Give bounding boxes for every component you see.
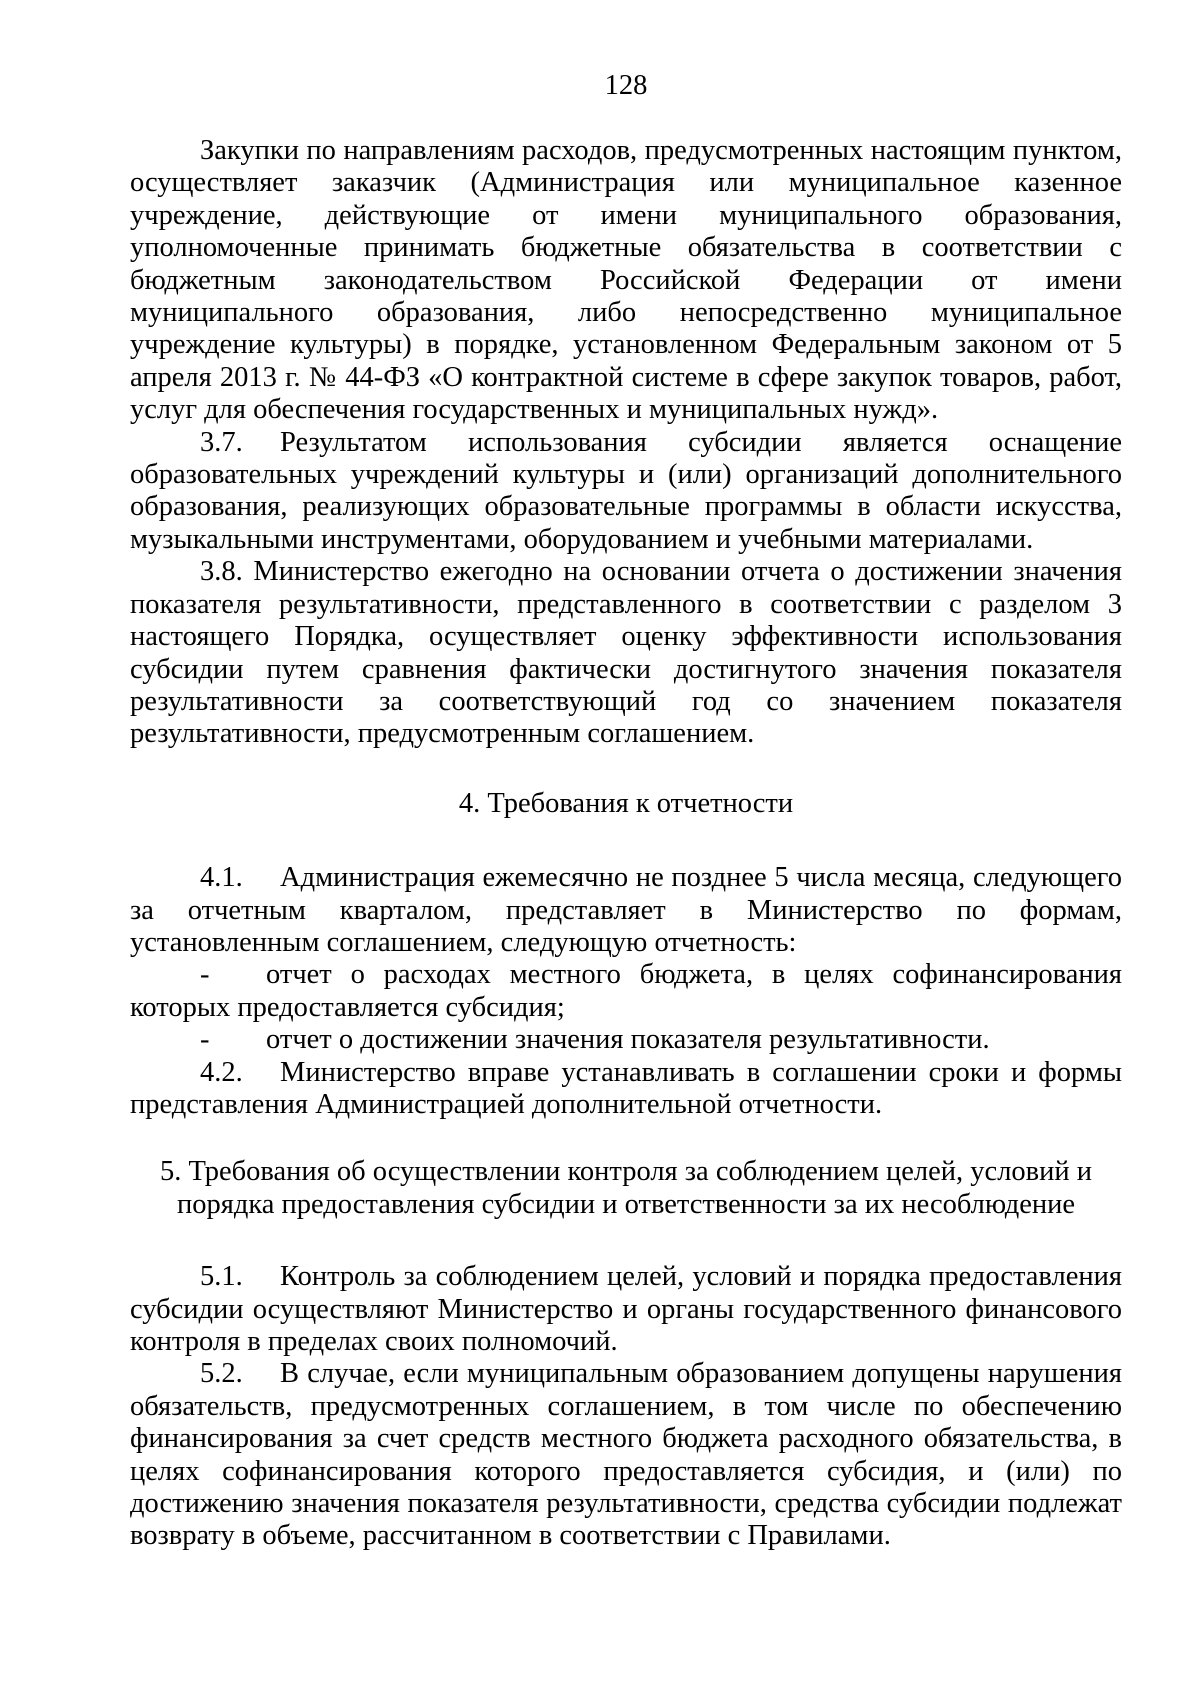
paragraph-text: Администрация ежемесячно не позднее 5 числа месяца, следующего за отчетным кварталом, представляет в Министерство по формам, установленным соглашением, следующую отчетность: [130,862,1122,958]
section-heading-line: порядка предоставления субсидии и ответственности за их несоблюдение [176,1188,1076,1220]
paragraph-3-8: 3.8. Министерство ежегодно на основании отчета о достижении значения показателя результативности, представленного в соответствии с разделом 3 настоящего Порядка, осуществляет оценку эффективности использования субсидии путем сравнения фактически достигнутого значения показателя результативности за соответствующий год со значением показателя результативности, предусмотренным соглашением. [130,556,1122,750]
paragraph-5-1 [130,1261,1122,1358]
section-heading-4: 4. Требования к отчетности [458,787,794,819]
paragraph-procurement: Закупки по направлениям расходов, предусмотренных настоящим пунктом, осуществляет заказчик (Администрация или муниципальное казенное учреждение, действующие от имени муниципального образования, уполномоченные принимать бюджетные обязательства в соответствии с бюджетным законодательством Российской Федерации от имени муниципального образования, либо непосредственно муниципальное учреждение культуры) в порядке, установленном Федеральным законом от 5 апреля 2013 г. № 44-ФЗ «О контрактной системе в сфере закупок товаров, работ, услуг для обеспечения государственных и муниципальных нужд». [130,135,1122,426]
paragraph-number: 5.1. [200,1261,243,1293]
page-number: 128 [604,70,648,101]
paragraph-number: 5.2. [200,1358,243,1390]
paragraph-number: 4.2. [200,1056,243,1088]
paragraph-number: 4.1. [200,862,243,894]
list-dash: - [200,959,210,991]
paragraph-text: Контроль за соблюдением целей, условий и порядка предоставления субсидии осуществляют Министерство и органы государственного финансового контроля в пределах своих полномочий. [130,1261,1122,1357]
section-heading-line: 5. Требования об осуществлении контроля за соблюдением целей, условий и [159,1156,1093,1188]
paragraph-text: В случае, если муниципальным образованием допущены нарушения обязательств, предусмотренных соглашением, в том числе по обеспечению финансирования за счет средств местного бюджета расходного обязательства, в целях софинансирования которого предоставляется субсидия, и (или) по достижению значения показателя результативности, средства субсидии подлежат возврату в объеме, рассчитанном в соответствии с Правилами. [130,1358,1122,1552]
paragraph-5-2 [130,1358,1122,1552]
list-item-text: отчет о расходах местного бюджета, в целях софинансирования которых предоставляется субсидия; [130,959,1122,1023]
paragraph-text: Министерство вправе устанавливать в соглашении сроки и формы представления Администрацией дополнительной отчетности. [130,1056,1122,1120]
list-item [130,1024,1122,1056]
paragraph-3-7 [130,427,1122,557]
section-heading-5 [130,1156,1122,1221]
paragraph-4-2 [130,1057,1122,1122]
document-page [130,0,1122,1697]
paragraph-4-1 [130,862,1122,959]
list-item [130,959,1122,1024]
list-dash: - [200,1024,210,1056]
paragraph-number: 3.7. [200,426,243,458]
document-body [130,135,1122,1553]
list-item-text: отчет о достижении значения показателя результативности. [266,1024,990,1056]
paragraph-text: Результатом использования субсидии является оснащение образовательных учреждений культуры и (или) организаций дополнительного образования, реализующих образовательные программы в области искусства, музыкальными инструментами, оборудованием и учебными материалами. [130,426,1122,555]
